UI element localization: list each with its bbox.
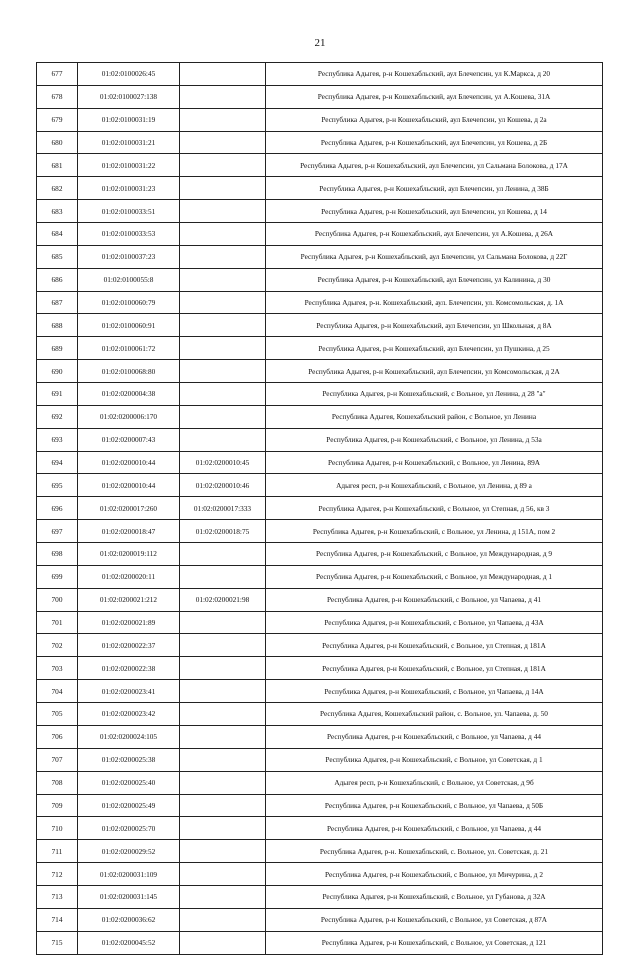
cadastral-number-cell: 01:02:0200021:89 [78, 611, 180, 634]
address-cell: Республика Адыгея, р-н Кошехабльский, с Вольное, ул Ленина, д 151А, пом 2 [266, 520, 603, 543]
cadastral-number-cell: 01:02:0100033:53 [78, 223, 180, 246]
row-number-cell: 712 [37, 863, 78, 886]
object-cadastral-number-cell [180, 703, 266, 726]
address-cell: Республика Адыгея, р-н Кошехабльский, с Вольное, ул Советская, д 121 [266, 931, 603, 954]
address-cell: Республика Адыгея, р-н Кошехабльский, с Вольное, ул Чапаева, д 41 [266, 588, 603, 611]
cadastral-number-cell: 01:02:0200022:38 [78, 657, 180, 680]
address-cell: Республика Адыгея, Кошехабльский район, с. Вольное, ул. Чапаева, д. 50 [266, 703, 603, 726]
row-number-cell: 692 [37, 405, 78, 428]
address-cell: Республика Адыгея, р-н Кошехабльский, аул Блечепсин, ул Ленина, д 38Б [266, 177, 603, 200]
table-row [37, 291, 603, 314]
object-cadastral-number-cell [180, 268, 266, 291]
property-registry-table [36, 62, 603, 955]
address-cell: Республика Адыгея, р-н Кошехабльский, с Вольное, ул Советская, д 1 [266, 748, 603, 771]
table-row [37, 314, 603, 337]
cadastral-number-cell: 01:02:0100031:23 [78, 177, 180, 200]
table-row [37, 703, 603, 726]
table-row [37, 748, 603, 771]
object-cadastral-number-cell [180, 817, 266, 840]
object-cadastral-number-cell [180, 85, 266, 108]
table-row [37, 794, 603, 817]
cadastral-number-cell: 01:02:0200023:42 [78, 703, 180, 726]
table-row [37, 588, 603, 611]
row-number-cell: 714 [37, 908, 78, 931]
object-cadastral-number-cell: 01:02:0200017:333 [180, 497, 266, 520]
object-cadastral-number-cell [180, 337, 266, 360]
cadastral-number-cell: 01:02:0200023:41 [78, 680, 180, 703]
cadastral-number-cell: 01:02:0200010:44 [78, 451, 180, 474]
address-cell: Республика Адыгея, р-н Кошехабльский, аул Блечепсин, ул Сальмана Болокова, д 17А [266, 154, 603, 177]
table-row [37, 131, 603, 154]
table-row [37, 611, 603, 634]
address-cell: Республика Адыгея, р-н Кошехабльский, аул Блечепсин, ул А.Кошева, 31А [266, 85, 603, 108]
row-number-cell: 704 [37, 680, 78, 703]
cadastral-number-cell: 01:02:0200029:52 [78, 840, 180, 863]
row-number-cell: 701 [37, 611, 78, 634]
object-cadastral-number-cell [180, 634, 266, 657]
table-row [37, 817, 603, 840]
object-cadastral-number-cell: 01:02:0200010:45 [180, 451, 266, 474]
row-number-cell: 682 [37, 177, 78, 200]
object-cadastral-number-cell [180, 931, 266, 954]
address-cell: Республика Адыгея, р-н Кошехабльский, аул Блечепсин, ул Сальмана Болокова, д 22Г [266, 245, 603, 268]
object-cadastral-number-cell [180, 314, 266, 337]
object-cadastral-number-cell [180, 725, 266, 748]
table-row [37, 451, 603, 474]
row-number-cell: 709 [37, 794, 78, 817]
address-cell: Республика Адыгея, р-н Кошехабльский, с Вольное, ул Ленина, д 28 "а" [266, 383, 603, 406]
row-number-cell: 713 [37, 885, 78, 908]
address-cell: Республика Адыгея, р-н Кошехабльский, с Вольное, ул Чапаева, д 43А [266, 611, 603, 634]
table-row [37, 680, 603, 703]
cadastral-number-cell: 01:02:0100060:79 [78, 291, 180, 314]
table-row [37, 725, 603, 748]
table-row [37, 565, 603, 588]
row-number-cell: 703 [37, 657, 78, 680]
address-cell: Республика Адыгея, р-н Кошехабльский, с Вольное, ул Мичурина, д 2 [266, 863, 603, 886]
cadastral-number-cell: 01:02:0200004:38 [78, 383, 180, 406]
cadastral-number-cell: 01:02:0100031:21 [78, 131, 180, 154]
row-number-cell: 691 [37, 383, 78, 406]
address-cell: Республика Адыгея, р-н Кошехабльский, аул Блечепсин, ул Калинина, д 30 [266, 268, 603, 291]
row-number-cell: 702 [37, 634, 78, 657]
address-cell: Республика Адыгея, р-н Кошехабльский, с Вольное, ул Чапаева, д 14А [266, 680, 603, 703]
cadastral-number-cell: 01:02:0100068:80 [78, 360, 180, 383]
cadastral-number-cell: 01:02:0200031:145 [78, 885, 180, 908]
table-row [37, 657, 603, 680]
row-number-cell: 708 [37, 771, 78, 794]
address-cell: Адыгея респ, р-н Кошехабльский, с Вольное, ул Ленина, д 89 а [266, 474, 603, 497]
cadastral-number-cell: 01:02:0200031:109 [78, 863, 180, 886]
table-row [37, 360, 603, 383]
object-cadastral-number-cell [180, 360, 266, 383]
object-cadastral-number-cell [180, 405, 266, 428]
object-cadastral-number-cell [180, 63, 266, 86]
address-cell: Республика Адыгея, р-н Кошехабльский, с Вольное, ул Чапаева, д 44 [266, 817, 603, 840]
row-number-cell: 680 [37, 131, 78, 154]
row-number-cell: 677 [37, 63, 78, 86]
table-row [37, 154, 603, 177]
row-number-cell: 688 [37, 314, 78, 337]
object-cadastral-number-cell [180, 177, 266, 200]
table-row [37, 245, 603, 268]
object-cadastral-number-cell: 01:02:0200021:98 [180, 588, 266, 611]
address-cell: Республика Адыгея, р-н Кошехабльский, с Вольное, ул Ленина, 89А [266, 451, 603, 474]
table-row [37, 85, 603, 108]
address-cell: Республика Адыгея, р-н Кошехабльский, с Вольное, ул Ленина, д 53а [266, 428, 603, 451]
cadastral-number-cell: 01:02:0200018:47 [78, 520, 180, 543]
object-cadastral-number-cell [180, 154, 266, 177]
table-row [37, 520, 603, 543]
row-number-cell: 699 [37, 565, 78, 588]
cadastral-number-cell: 01:02:0200025:70 [78, 817, 180, 840]
address-cell: Республика Адыгея, р-н Кошехабльский, с Вольное, ул Чапаева, д 44 [266, 725, 603, 748]
object-cadastral-number-cell [180, 131, 266, 154]
table-row [37, 428, 603, 451]
row-number-cell: 698 [37, 543, 78, 566]
object-cadastral-number-cell [180, 748, 266, 771]
address-cell: Республика Адыгея, Кошехабльский район, с Вольное, ул Ленина [266, 405, 603, 428]
address-cell: Республика Адыгея, р-н Кошехабльский, с Вольное, ул Губанова, д 32А [266, 885, 603, 908]
row-number-cell: 706 [37, 725, 78, 748]
cadastral-number-cell: 01:02:0200006:170 [78, 405, 180, 428]
object-cadastral-number-cell [180, 794, 266, 817]
cadastral-number-cell: 01:02:0200017:260 [78, 497, 180, 520]
address-cell: Республика Адыгея, р-н Кошехабльский, с Вольное, ул Международная, д 1 [266, 565, 603, 588]
object-cadastral-number-cell [180, 908, 266, 931]
address-cell: Республика Адыгея, р-н Кошехабльский, аул Блечепсин, ул Комсомольская, д 2А [266, 360, 603, 383]
row-number-cell: 685 [37, 245, 78, 268]
row-number-cell: 679 [37, 108, 78, 131]
row-number-cell: 686 [37, 268, 78, 291]
address-cell: Республика Адыгея, р-н Кошехабльский, аул Блечепсин, ул Кошева, д 2а [266, 108, 603, 131]
object-cadastral-number-cell [180, 863, 266, 886]
object-cadastral-number-cell [180, 223, 266, 246]
table-row [37, 908, 603, 931]
address-cell: Адыгея респ, р-н Кошехабльский, с Вольное, ул Советская, д 9б [266, 771, 603, 794]
cadastral-number-cell: 01:02:0100060:91 [78, 314, 180, 337]
table-row [37, 474, 603, 497]
row-number-cell: 687 [37, 291, 78, 314]
cadastral-number-cell: 01:02:0200025:49 [78, 794, 180, 817]
object-cadastral-number-cell [180, 680, 266, 703]
address-cell: Республика Адыгея, р-н Кошехабльский, с Вольное, ул Степная, д 181А [266, 634, 603, 657]
row-number-cell: 694 [37, 451, 78, 474]
cadastral-number-cell: 01:02:0100037:23 [78, 245, 180, 268]
address-cell: Республика Адыгея, р-н. Кошехабльский, аул. Блечепсин, ул. Комсомольская, д. 1А [266, 291, 603, 314]
row-number-cell: 678 [37, 85, 78, 108]
cadastral-number-cell: 01:02:0200021:212 [78, 588, 180, 611]
object-cadastral-number-cell: 01:02:0200018:75 [180, 520, 266, 543]
row-number-cell: 707 [37, 748, 78, 771]
table-row [37, 840, 603, 863]
address-cell: Республика Адыгея, р-н Кошехабльский, аул Блечепсин, ул Кошева, д 14 [266, 200, 603, 223]
cadastral-number-cell: 01:02:0100026:45 [78, 63, 180, 86]
object-cadastral-number-cell [180, 657, 266, 680]
table-row [37, 200, 603, 223]
table-row [37, 223, 603, 246]
table-row [37, 543, 603, 566]
address-cell: Республика Адыгея, р-н Кошехабльский, с Вольное, ул Степная, д 56, кв 3 [266, 497, 603, 520]
cadastral-number-cell: 01:02:0100031:22 [78, 154, 180, 177]
address-cell: Республика Адыгея, р-н Кошехабльский, аул Блечепсин, ул К.Маркса, д 20 [266, 63, 603, 86]
row-number-cell: 684 [37, 223, 78, 246]
object-cadastral-number-cell [180, 771, 266, 794]
row-number-cell: 683 [37, 200, 78, 223]
address-cell: Республика Адыгея, р-н Кошехабльский, с Вольное, ул Чапаева, д 50Б [266, 794, 603, 817]
address-cell: Республика Адыгея, р-н Кошехабльский, с Вольное, ул Степная, д 181А [266, 657, 603, 680]
table-row [37, 108, 603, 131]
object-cadastral-number-cell: 01:02:0200010:46 [180, 474, 266, 497]
address-cell: Республика Адыгея, р-н Кошехабльский, с Вольное, ул Советская, д 87А [266, 908, 603, 931]
object-cadastral-number-cell [180, 428, 266, 451]
row-number-cell: 711 [37, 840, 78, 863]
table-row [37, 497, 603, 520]
address-cell: Республика Адыгея, р-н Кошехабльский, аул Блечепсин, ул Кошева, д 2Б [266, 131, 603, 154]
row-number-cell: 705 [37, 703, 78, 726]
object-cadastral-number-cell [180, 611, 266, 634]
table-row [37, 931, 603, 954]
row-number-cell: 697 [37, 520, 78, 543]
cadastral-number-cell: 01:02:0200036:62 [78, 908, 180, 931]
table-row [37, 863, 603, 886]
object-cadastral-number-cell [180, 383, 266, 406]
object-cadastral-number-cell [180, 200, 266, 223]
table-row [37, 177, 603, 200]
cadastral-number-cell: 01:02:0100027:138 [78, 85, 180, 108]
table-row [37, 405, 603, 428]
cadastral-number-cell: 01:02:0200010:44 [78, 474, 180, 497]
object-cadastral-number-cell [180, 840, 266, 863]
cadastral-number-cell: 01:02:0200024:105 [78, 725, 180, 748]
object-cadastral-number-cell [180, 245, 266, 268]
table-row [37, 634, 603, 657]
cadastral-number-cell: 01:02:0200007:43 [78, 428, 180, 451]
row-number-cell: 689 [37, 337, 78, 360]
object-cadastral-number-cell [180, 543, 266, 566]
cadastral-number-cell: 01:02:0100061:72 [78, 337, 180, 360]
cadastral-number-cell: 01:02:0100055:8 [78, 268, 180, 291]
address-cell: Республика Адыгея, р-н Кошехабльский, аул Блечепсин, ул Пушкина, д 25 [266, 337, 603, 360]
cadastral-number-cell: 01:02:0200025:38 [78, 748, 180, 771]
table-row [37, 63, 603, 86]
object-cadastral-number-cell [180, 291, 266, 314]
row-number-cell: 695 [37, 474, 78, 497]
row-number-cell: 700 [37, 588, 78, 611]
table-row [37, 337, 603, 360]
cadastral-number-cell: 01:02:0200045:52 [78, 931, 180, 954]
page-number: 21 [314, 37, 326, 49]
cadastral-number-cell: 01:02:0200020:11 [78, 565, 180, 588]
table-body [37, 63, 603, 955]
row-number-cell: 690 [37, 360, 78, 383]
table-row [37, 268, 603, 291]
address-cell: Республика Адыгея, р-н Кошехабльский, аул Блечепсин, ул Школьная, д 8А [266, 314, 603, 337]
row-number-cell: 710 [37, 817, 78, 840]
cadastral-number-cell: 01:02:0200025:40 [78, 771, 180, 794]
row-number-cell: 681 [37, 154, 78, 177]
cadastral-number-cell: 01:02:0100033:51 [78, 200, 180, 223]
cadastral-number-cell: 01:02:0200022:37 [78, 634, 180, 657]
cadastral-number-cell: 01:02:0100031:19 [78, 108, 180, 131]
row-number-cell: 696 [37, 497, 78, 520]
object-cadastral-number-cell [180, 108, 266, 131]
row-number-cell: 715 [37, 931, 78, 954]
cadastral-number-cell: 01:02:0200019:112 [78, 543, 180, 566]
address-cell: Республика Адыгея, р-н Кошехабльский, аул Блечепсин, ул А.Кошева, д 26А [266, 223, 603, 246]
address-cell: Республика Адыгея, р-н Кошехабльский, с Вольное, ул Международная, д 9 [266, 543, 603, 566]
address-cell: Республика Адыгея, р-н. Кошехабльский, с. Вольное, ул. Советская, д. 21 [266, 840, 603, 863]
row-number-cell: 693 [37, 428, 78, 451]
table-row [37, 383, 603, 406]
table-row [37, 771, 603, 794]
object-cadastral-number-cell [180, 565, 266, 588]
